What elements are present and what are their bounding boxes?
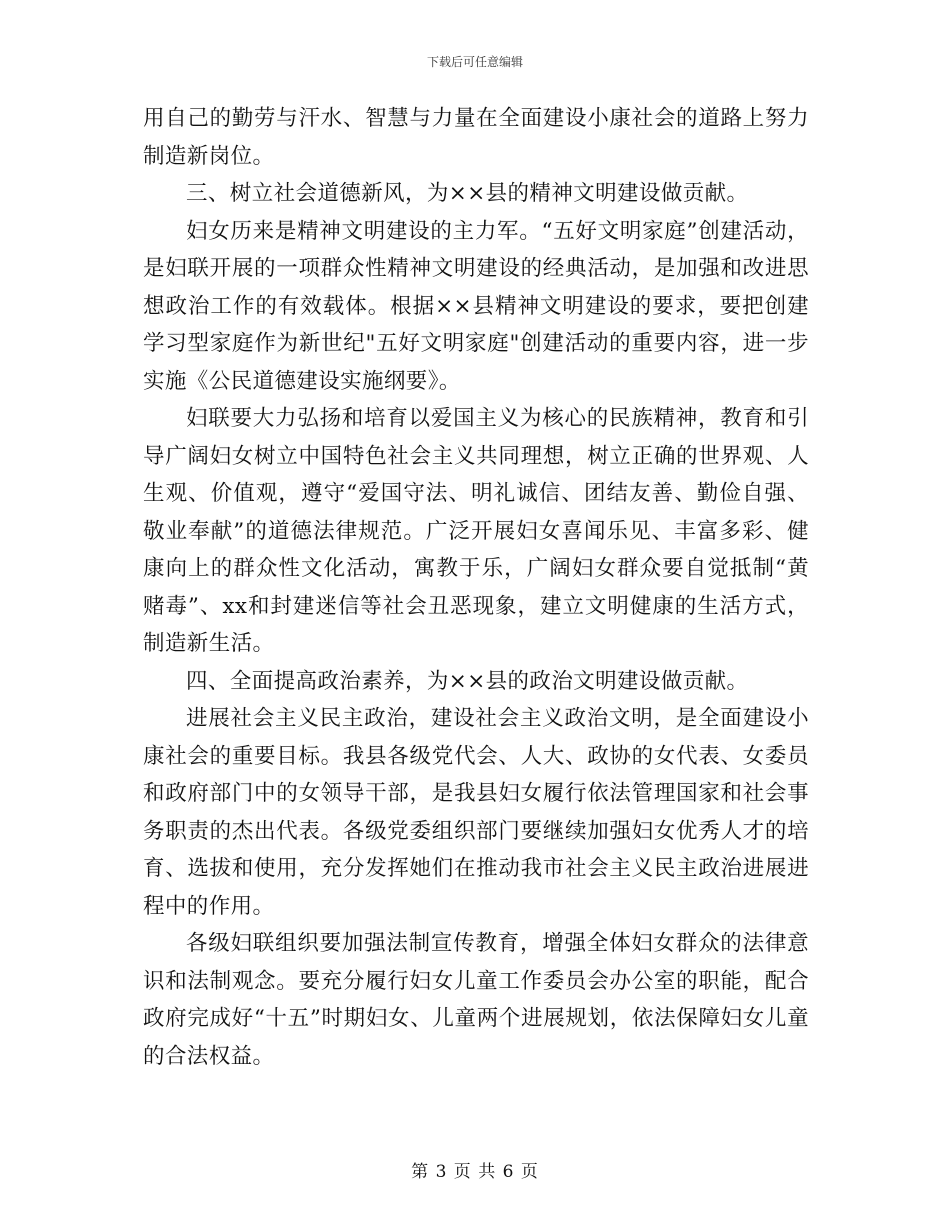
- paragraph: 妇联要大力弘扬和培育以爱国主义为核心的民族精神，教育和引导广阔妇女树立中国特色社会主义共同理想，树立正确的世界观、人生观、价值观，遵守“爱国守法、明礼诚信、团结友善、勤俭自强、敬业奉献”的道德法律规范。广泛开展妇女喜闻乐见、丰富多彩、健康向上的群众性文化活动，寓教于乐，广阔妇女群众要自觉抵制“黄赌毒”、xx和封建迷信等社会丑恶现象，建立文明健康的生活方式，制造新生活。: [143, 406, 809, 656]
- page-header: 下载后可任意编辑: [426, 55, 523, 69]
- paragraph: 进展社会主义民主政治，建设社会主义政治文明，是全面建设小康社会的重要目标。我县各级党代会、人大、政协的女代表、女委员和政府部门中的女领导干部，是我县妇女履行依法管理国家和社会事务职责的杰出代表。各级党委组织部门要继续加强妇女优秀人才的培育、选拔和使用，充分发挥她们在推动我市社会主义民主政治进展进程中的作用。: [143, 706, 809, 919]
- paragraph-continuation: 用自己的勤劳与汗水、智慧与力量在全面建设小康社会的道路上努力制造新岗位。: [143, 106, 809, 169]
- document-body: [143, 100, 809, 1075]
- page-number-footer: 第 3 页 共 6 页: [411, 1162, 539, 1182]
- paragraph: 各级妇联组织要加强法制宣传教育，增强全体妇女群众的法律意识和法制观念。要充分履行妇女儿童工作委员会办公室的职能，配合政府完成好“十五”时期妇女、儿童两个进展规划，依法保障妇女儿童的合法权益。: [143, 931, 809, 1069]
- paragraph: 妇女历来是精神文明建设的主力军。“五好文明家庭”创建活动，是妇联开展的一项群众性精神文明建设的经典活动，是加强和改进思想政治工作的有效载体。根据××县精神文明建设的要求，要把创建学习型家庭作为新世纪"五好文明家庭"创建活动的重要内容，进一步实施《公民道德建设实施纲要》。: [143, 218, 809, 394]
- section-heading-four: 四、全面提高政治素养，为××县的政治文明建设做贡献。: [186, 668, 749, 694]
- section-heading-three: 三、树立社会道德新风，为××县的精神文明建设做贡献。: [186, 181, 749, 206]
